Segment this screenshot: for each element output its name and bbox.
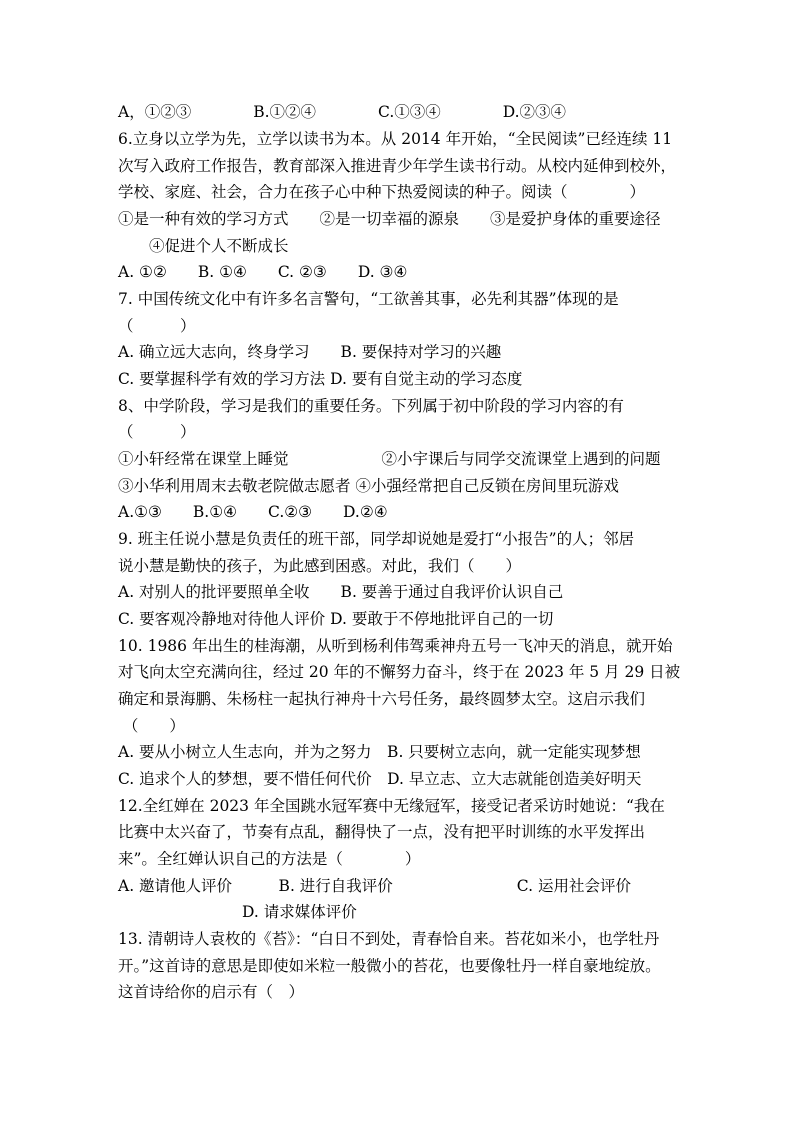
q5-options: A，①②③ B.①②④ C.①③④ D.②③④ xyxy=(118,103,567,121)
q7-options-line-2: C. 要掌握科学有效的学习方法 D. 要有自觉主动的学习态度 xyxy=(118,370,523,388)
q10-stem-line-3: 确定和景海鹏、朱杨柱一起执行神舟十六号任务，最终圆梦太空。这启示我们 xyxy=(118,690,646,708)
q13-stem-line-1: 13. 清朝诗人袁枚的《苔》：“白日不到处，青春恰自来。苔花如米小，也学牡丹 xyxy=(118,930,660,948)
q10-stem-line-4: （ ） xyxy=(118,717,185,735)
q6-items-line-1: ①是一种有效的学习方式 ②是一切幸福的源泉 ③是爱护身体的重要途径 xyxy=(118,210,661,228)
q8-items-line-2: ③小华利用周末去敬老院做志愿者 ④小强经常把自己反锁在房间里玩游戏 xyxy=(118,477,619,495)
q12-stem-line-3: 来”。全红婵认识自己的方法是（ ） xyxy=(118,850,421,868)
q13-stem-line-2: 开。”这首诗的意思是即使如米粒一般微小的苔花，也要像牡丹一样自豪地绽放。 xyxy=(118,957,661,975)
q13-stem-line-3: 这首诗给你的启示有（ ） xyxy=(118,983,305,1001)
q6-options: A. ①② B. ①④ C. ②③ D. ③④ xyxy=(118,263,408,281)
q10-options-line-1: A. 要从小树立人生志向，并为之努力 B. 只要树立志向，就一定能实现梦想 xyxy=(118,743,641,761)
q8-stem-line-1: 8、中学阶段，学习是我们的重要任务。下列属于初中阶段的学习内容的有 xyxy=(118,397,624,415)
q9-options-line-2: C. 要客观冷静地对待他人评价 D. 要敢于不停地批评自己的一切 xyxy=(118,610,554,628)
q8-stem-line-2: （ ） xyxy=(118,423,196,441)
q12-stem-line-1: 12.全红婵在 2023 年全国跳水冠军赛中无缘冠军，接受记者采访时她说：“我在 xyxy=(118,797,665,815)
q7-stem-line-2: （ ） xyxy=(118,317,196,335)
q10-stem-line-2: 对飞向太空充满向往，经过 20 年的不懈努力奋斗，终于在 2023 年 5 月 29 日被 xyxy=(118,663,681,681)
q6-stem-line-3: 学校、家庭、社会，合力在孩子心中种下热爱阅读的种子。阅读（ ） xyxy=(118,183,646,201)
q9-options-line-1: A. 对别人的批评要照单全收 B. 要善于通过自我评价认识自己 xyxy=(118,583,564,601)
q9-stem-line-2: 说小慧是勤快的孩子，为此感到困惑。对此，我们（ ） xyxy=(118,557,522,575)
q7-stem-line-1: 7. 中国传统文化中有许多名言警句，“工欲善其事，必先利其器”体现的是 xyxy=(118,290,619,308)
q8-items-line-1: ①小轩经常在课堂上睡觉 ②小宇课后与同学交流课堂上遇到的问题 xyxy=(118,450,661,468)
q9-stem-line-1: 9. 班主任说小慧是负责任的班干部，同学却说她是爱打“小报告”的人；邻居 xyxy=(118,530,635,548)
q10-options-line-2: C. 追求个人的梦想，要不惜任何代价 D. 早立志、立大志就能创造美好明天 xyxy=(118,770,642,788)
q8-options: A.①③ B.①④ C.②③ D.②④ xyxy=(118,503,388,521)
q6-items-line-2: ④促进个人不断成长 xyxy=(118,237,289,255)
q12-stem-line-2: 比赛中太兴奋了，节奏有点乱，翻得快了一点，没有把平时训练的水平发挥出 xyxy=(118,823,646,841)
q10-stem-line-1: 10. 1986 年出生的桂海潮，从听到杨利伟驾乘神舟五号一飞冲天的消息，就开始 xyxy=(118,637,673,655)
q6-stem-line-1: 6.立身以立学为先，立学以读书为本。从 2014 年开始，“全民阅读”已经连续 11 xyxy=(118,130,673,148)
q7-options-line-1: A. 确立远大志向，终身学习 B. 要保持对学习的兴趣 xyxy=(118,343,502,361)
q12-options-line-2: D. 请求媒体评价 xyxy=(118,903,357,921)
q12-options-line-1: A. 邀请他人评价 B. 进行自我评价 C. 运用社会评价 xyxy=(118,877,631,895)
q6-stem-line-2: 次写入政府工作报告，教育部深入推进青少年学生读书行动。从校内延伸到校外， xyxy=(118,157,677,175)
